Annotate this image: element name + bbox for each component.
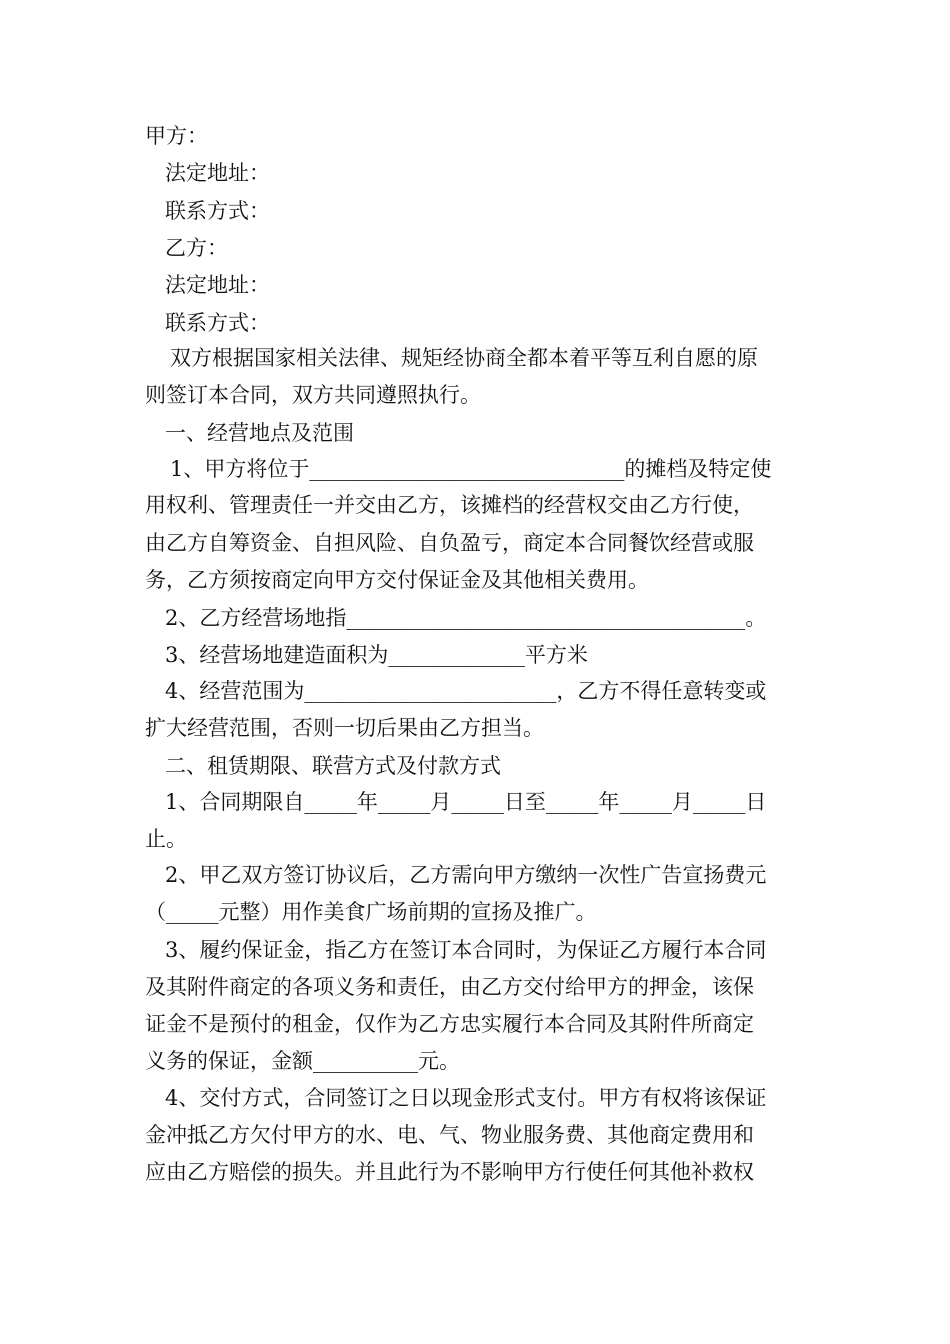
section-1-heading: 一、经营地点及范围 [165, 421, 354, 445]
clause-2-1-line-2: 止。 [145, 827, 187, 851]
clause-2-3-line-4: 义务的保证，金额__________元。 [145, 1049, 460, 1073]
clause-1-1-line-4: 务，乙方须按商定向甲方交付保证金及其他相关费用。 [145, 568, 649, 592]
party-b-label: 乙方： [165, 236, 228, 260]
preamble-line-1: 双方根据国家相关法律、规矩经协商全都本着平等互利自愿的原 [170, 346, 758, 370]
preamble-line-2: 则签订本合同，双方共同遵照执行。 [145, 383, 481, 407]
clause-1-3: 3、经营场地建造面积为_____________平方米 [165, 643, 588, 667]
clause-2-2-line-2: （_____元整）用作美食广场前期的宣扬及推广。 [145, 900, 597, 924]
section-2-heading: 二、租赁期限、联营方式及付款方式 [165, 754, 501, 778]
clause-2-3-line-1: 3、履约保证金，指乙方在签订本合同时，为保证乙方履行本合同 [165, 938, 767, 962]
clause-2-1-line-1: 1、合同期限自_____年_____月_____日至_____年_____月_____日 [165, 790, 767, 814]
clause-1-4-line-2: 扩大经营范围，否则一切后果由乙方担当。 [145, 716, 544, 740]
clause-2-4-line-3: 应由乙方赔偿的损失。并且此行为不影响甲方行使任何其他补救权 [145, 1160, 754, 1184]
clause-1-1-line-2: 用权利、管理责任一并交由乙方，该摊档的经营权交由乙方行使， [145, 493, 754, 517]
clause-1-2: 2、乙方经营场地指______________________________________。 [165, 606, 767, 630]
party-b-contact: 联系方式： [165, 311, 270, 335]
party-b-address: 法定地址： [165, 273, 270, 297]
party-a-contact: 联系方式： [165, 199, 270, 223]
party-a-label: 甲方： [145, 124, 208, 148]
clause-2-2-line-1: 2、甲乙双方签订协议后，乙方需向甲方缴纳一次性广告宣扬费元 [165, 863, 767, 887]
party-a-address: 法定地址： [165, 161, 270, 185]
clause-2-3-line-2: 及其附件商定的各项义务和责任，由乙方交付给甲方的押金，该保 [145, 975, 754, 999]
clause-1-1-line-3: 由乙方自筹资金、自担风险、自负盈亏，商定本合同餐饮经营或服 [145, 531, 754, 555]
clause-2-3-line-3: 证金不是预付的租金，仅作为乙方忠实履行本合同及其附件所商定 [145, 1012, 754, 1036]
clause-1-1-line-1: 1、甲方将位于______________________________的摊档及特定使 [170, 457, 772, 481]
clause-1-4-line-1: 4、经营范围为________________________，乙方不得任意转变或 [165, 679, 767, 703]
clause-2-4-line-2: 金冲抵乙方欠付甲方的水、电、气、物业服务费、其他商定费用和 [145, 1123, 754, 1147]
clause-2-4-line-1: 4、交付方式，合同签订之日以现金形式支付。甲方有权将该保证 [165, 1086, 767, 1110]
